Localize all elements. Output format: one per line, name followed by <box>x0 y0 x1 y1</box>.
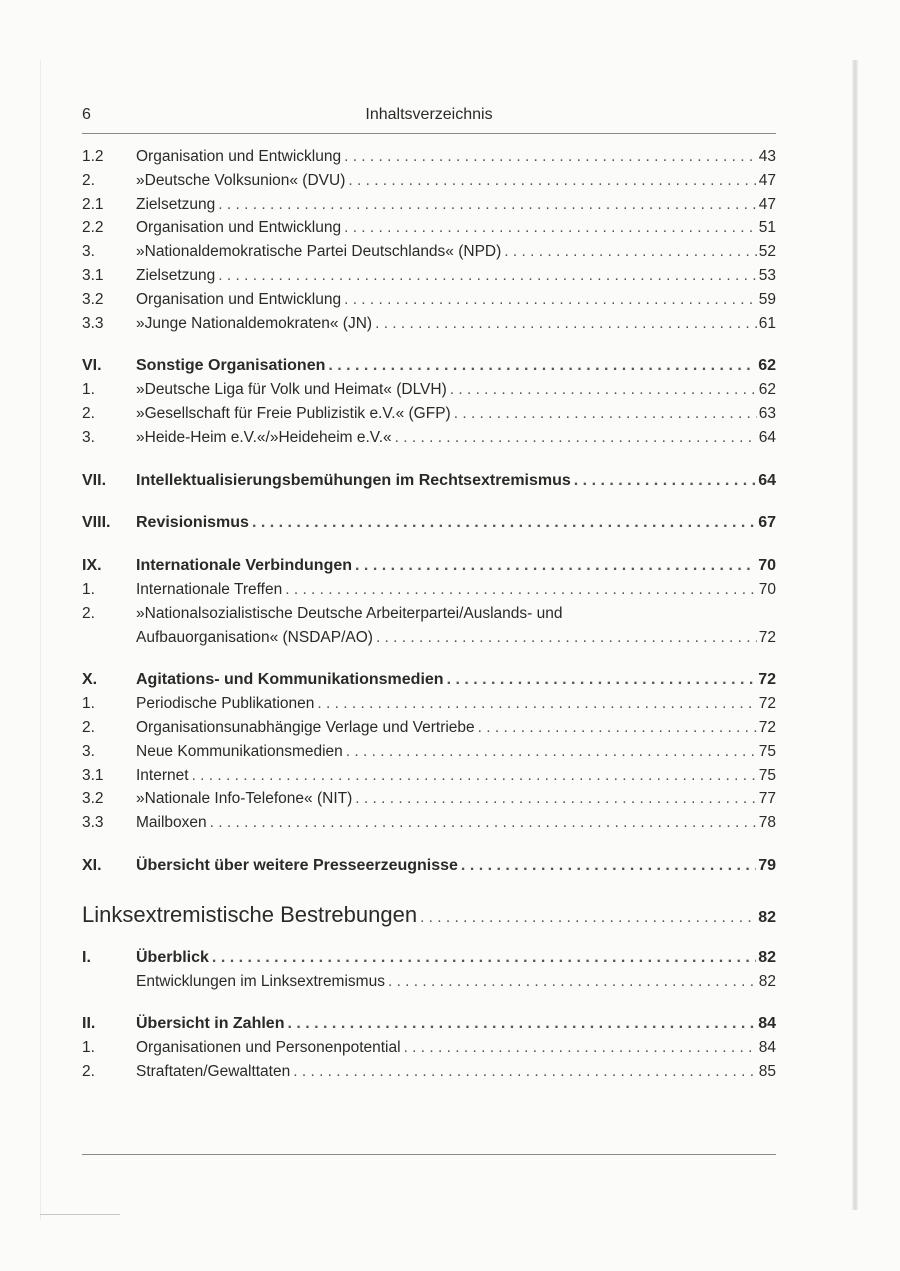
toc-part-heading[interactable] <box>82 898 776 932</box>
toc-entry[interactable] <box>82 1036 776 1060</box>
toc-title: Internationale Treffen <box>136 580 283 598</box>
toc-number: 3.3 <box>82 314 104 332</box>
toc-page: 47 <box>758 171 776 189</box>
toc-page: 72 <box>758 671 776 689</box>
toc-page: 77 <box>758 790 776 808</box>
toc-page: 47 <box>758 195 776 213</box>
toc-number: 3. <box>82 428 95 446</box>
toc-entry[interactable] <box>82 264 776 288</box>
dot-leader <box>404 1036 757 1060</box>
toc-page: 79 <box>758 856 776 874</box>
footer-rule <box>82 1154 776 1155</box>
toc-title: »Nationalsozialistische Deutsche Arbeiterpartei/Auslands- und <box>136 604 563 622</box>
toc-title: Organisation und Entwicklung <box>136 148 342 165</box>
toc-title: »Deutsche Liga für Volk und Heimat« (DLVH) <box>136 381 447 399</box>
toc-title: Organisationen und Personenpotential <box>136 1039 401 1057</box>
toc-title: Straftaten/Gewalttaten <box>136 1062 291 1080</box>
scan-mark <box>40 1214 120 1215</box>
toc-page: 52 <box>758 243 776 261</box>
toc-title: Periodische Publikationen <box>136 695 315 713</box>
page-header <box>82 106 776 130</box>
toc-page: 75 <box>758 766 776 784</box>
toc-title: Agitations- und Kommunikationsmedien <box>136 671 444 689</box>
toc-page: 82 <box>758 948 776 966</box>
toc-entry[interactable] <box>82 692 776 716</box>
toc-number: X. <box>82 671 98 689</box>
dot-leader <box>376 626 757 650</box>
toc-entry[interactable] <box>82 240 776 264</box>
toc-page: 59 <box>758 290 776 308</box>
toc-page: 43 <box>758 148 776 165</box>
dot-leader <box>212 946 756 970</box>
toc-page: 62 <box>758 381 776 399</box>
toc-title: Überblick <box>136 948 209 966</box>
toc-number: 1. <box>82 1039 95 1057</box>
toc-page: 67 <box>758 514 776 532</box>
dot-leader <box>192 764 757 788</box>
dot-leader <box>344 145 757 169</box>
toc-entry[interactable] <box>82 216 776 240</box>
toc-title: Linksextremistische Bestrebungen <box>82 901 418 927</box>
dot-leader <box>317 692 756 716</box>
toc-page: 84 <box>758 1039 776 1057</box>
page-number: 6 <box>82 106 91 123</box>
toc-title: Neue Kommunikationsmedien <box>136 742 343 760</box>
dot-leader <box>450 378 757 402</box>
toc-title: Zielsetzung <box>136 195 216 213</box>
toc-title: Mailboxen <box>136 814 207 832</box>
dot-leader <box>395 426 757 450</box>
toc-title: Revisionismus <box>136 514 249 532</box>
dot-leader <box>344 216 757 240</box>
toc-section-heading[interactable] <box>82 469 776 493</box>
toc-entry[interactable] <box>82 787 776 811</box>
toc-section-heading[interactable] <box>82 511 776 535</box>
toc-page: 53 <box>758 266 776 284</box>
toc-number: 2. <box>82 1062 95 1080</box>
toc-number: VII. <box>82 471 107 489</box>
toc-number: 3.1 <box>82 766 104 784</box>
toc-number: 2. <box>82 404 95 422</box>
toc-number: 2.1 <box>82 195 104 213</box>
toc-number: 3. <box>82 742 95 760</box>
toc-title: Übersicht über weitere Presseerzeugnisse <box>136 856 458 874</box>
toc-section-heading[interactable] <box>82 668 776 692</box>
toc-page: 78 <box>758 814 776 832</box>
dot-leader <box>420 901 756 935</box>
toc-title: Entwicklungen im Linksextremismus <box>136 972 385 990</box>
toc-entry[interactable] <box>82 716 776 740</box>
toc-number: IX. <box>82 557 102 575</box>
toc-title: Intellektualisierungsbemühungen im Rechtsextremismus <box>136 471 571 489</box>
toc-page: 51 <box>758 219 776 237</box>
toc-entry[interactable] <box>82 312 776 336</box>
toc-entry[interactable] <box>82 288 776 312</box>
toc-title: Übersicht in Zahlen <box>136 1015 285 1033</box>
toc-number: I. <box>82 948 91 966</box>
toc-number: 2.2 <box>82 219 104 237</box>
toc-page: 64 <box>758 428 776 446</box>
toc-number: 2. <box>82 171 95 189</box>
page-right-edge <box>852 60 858 1210</box>
table-of-contents <box>82 145 776 1084</box>
dot-leader <box>461 854 756 878</box>
toc-title: Sonstige Organisationen <box>136 357 326 375</box>
toc-entry[interactable] <box>82 169 776 193</box>
toc-entry[interactable] <box>82 970 776 994</box>
toc-title: »Nationale Info-Telefone« (NIT) <box>136 790 353 808</box>
header-title: Inhaltsverzeichnis <box>365 106 493 123</box>
toc-number: 2. <box>82 718 95 736</box>
dot-leader <box>293 1060 757 1084</box>
toc-section-heading[interactable] <box>82 554 776 578</box>
toc-section-heading[interactable] <box>82 946 776 970</box>
toc-page: 84 <box>758 1015 776 1033</box>
toc-title: Internet <box>136 766 189 784</box>
toc-entry-continuation[interactable] <box>82 626 776 650</box>
toc-page: 62 <box>758 357 776 375</box>
dot-leader <box>218 193 756 217</box>
toc-section-heading[interactable] <box>82 854 776 878</box>
toc-number: 1.2 <box>82 148 104 165</box>
toc-number: II. <box>82 1015 96 1033</box>
toc-page: 64 <box>758 471 776 489</box>
toc-number: 3.2 <box>82 790 104 808</box>
toc-title: »Heide-Heim e.V.«/»Heideheim e.V.« <box>136 428 392 446</box>
dot-leader <box>574 469 756 493</box>
toc-title: Organisationsunabhängige Verlage und Vertriebe <box>136 718 475 736</box>
dot-leader <box>346 740 757 764</box>
dot-leader <box>328 354 756 378</box>
toc-number: 3.3 <box>82 814 104 832</box>
dot-leader <box>454 402 757 426</box>
toc-title: »Junge Nationaldemokraten« (JN) <box>136 314 373 332</box>
dot-leader <box>287 1012 756 1036</box>
toc-page: 85 <box>758 1062 776 1080</box>
toc-section-heading[interactable] <box>82 1012 776 1036</box>
toc-entry[interactable] <box>82 602 776 626</box>
page-left-edge <box>40 60 41 1220</box>
toc-entry[interactable] <box>82 426 776 450</box>
toc-number: 1. <box>82 580 95 598</box>
toc-entry[interactable] <box>82 378 776 402</box>
toc-number: 1. <box>82 695 95 713</box>
toc-title: Aufbauorganisation« (NSDAP/AO) <box>136 628 373 646</box>
toc-number: XI. <box>82 856 102 874</box>
toc-section-heading[interactable] <box>82 354 776 378</box>
toc-number: VIII. <box>82 514 111 532</box>
toc-title: »Deutsche Volksunion« (DVU) <box>136 171 346 189</box>
toc-title: Organisation und Entwicklung <box>136 219 342 237</box>
dot-leader <box>478 716 757 740</box>
toc-entry[interactable] <box>82 764 776 788</box>
toc-number: 1. <box>82 381 95 399</box>
toc-number: 3.2 <box>82 290 104 308</box>
toc-entry[interactable] <box>82 145 776 169</box>
toc-number: 3.1 <box>82 266 104 284</box>
dot-leader <box>210 811 757 835</box>
dot-leader <box>504 240 756 264</box>
toc-page: 75 <box>758 742 776 760</box>
toc-number: 2. <box>82 604 95 622</box>
toc-page: 70 <box>758 557 776 575</box>
dot-leader <box>388 970 757 994</box>
toc-entry[interactable] <box>82 402 776 426</box>
toc-page: 72 <box>758 695 776 713</box>
header-rule <box>82 133 776 134</box>
dot-leader <box>348 169 756 193</box>
dot-leader <box>252 511 756 535</box>
toc-entry[interactable] <box>82 740 776 764</box>
toc-page: 70 <box>758 580 776 598</box>
toc-entry[interactable] <box>82 193 776 217</box>
toc-number: VI. <box>82 357 102 375</box>
dot-leader <box>355 787 756 811</box>
dot-leader <box>447 668 757 692</box>
toc-title: »Nationaldemokratische Partei Deutschlands« (NPD) <box>136 243 502 261</box>
toc-page: 63 <box>758 404 776 422</box>
toc-page: 82 <box>758 972 776 990</box>
toc-title: »Gesellschaft für Freie Publizistik e.V.« (GFP) <box>136 404 451 422</box>
toc-entry[interactable] <box>82 811 776 835</box>
toc-title: Zielsetzung <box>136 266 216 284</box>
toc-entry[interactable] <box>82 578 776 602</box>
dot-leader <box>344 288 757 312</box>
dot-leader <box>375 312 757 336</box>
dot-leader <box>355 554 756 578</box>
toc-page: 82 <box>758 908 776 926</box>
toc-number: 3. <box>82 243 95 261</box>
toc-page: 72 <box>758 718 776 736</box>
toc-page: 61 <box>758 314 776 332</box>
dot-leader <box>285 578 757 602</box>
toc-page: 72 <box>758 628 776 646</box>
dot-leader <box>218 264 756 288</box>
toc-title: Organisation und Entwicklung <box>136 290 342 308</box>
toc-title: Internationale Verbindungen <box>136 557 353 575</box>
toc-entry[interactable] <box>82 1060 776 1084</box>
